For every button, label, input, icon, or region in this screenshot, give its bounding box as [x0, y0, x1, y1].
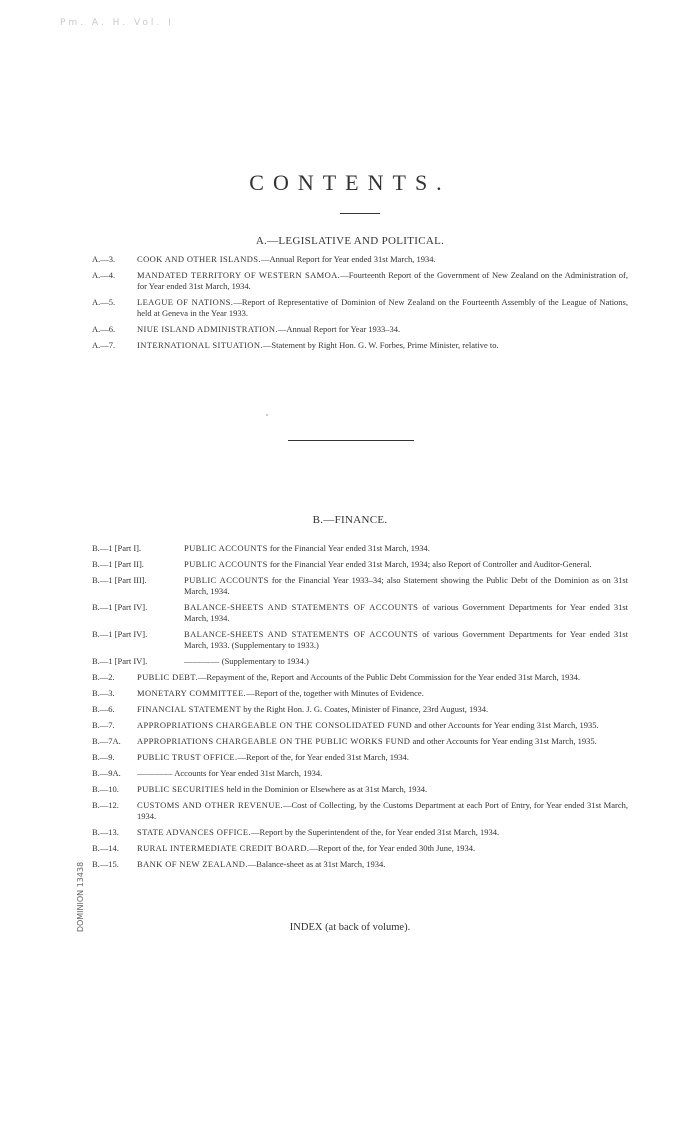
entry-code: B.—2. [92, 672, 115, 682]
list-item [0, 720, 700, 731]
list-item [0, 543, 700, 554]
entry-description: for the Financial Year ended 31st March, 1934. [267, 543, 430, 553]
entry-description: Accounts for Year ended 31st March, 1934. [172, 768, 323, 778]
entry-description: —Report of the, for Year ended 31st March, 1934. [237, 752, 409, 762]
entry-subject: STATE ADVANCES OFFICE. [137, 827, 251, 837]
entry-code: A.—6. [92, 324, 116, 334]
entry-subject: MONETARY COMMITTEE. [137, 688, 247, 698]
entry-subject: PUBLIC SECURITIES [137, 784, 225, 794]
entry-description: —Statement by Right Hon. G. W. Forbes, Prime Minister, relative to. [262, 340, 499, 350]
entry-subject: PUBLIC DEBT. [137, 672, 198, 682]
entry-code: B.—9A. [92, 768, 121, 778]
entry-code: B.—1 [Part IV]. [92, 629, 148, 639]
section-b-list [0, 543, 700, 875]
section-divider [288, 440, 414, 441]
entry-code: A.—7. [92, 340, 116, 350]
list-item [0, 559, 700, 570]
page-title: CONTENTS. [249, 170, 451, 195]
entry-code: B.—1 [Part IV]. [92, 656, 148, 666]
list-item [0, 602, 700, 624]
library-stamp: DOMINION 13438 [75, 861, 85, 933]
entry-description: for the Financial Year ended 31st March, 1934; also Report of Controller and Auditor-General. [267, 559, 592, 569]
entry-subject: APPROPRIATIONS CHARGEABLE ON THE PUBLIC WORKS FUND [137, 736, 411, 746]
entry-subject: BANK OF NEW ZEALAND. [137, 859, 248, 869]
entry-code: B.—1 [Part II]. [92, 559, 144, 569]
entry-description: —Annual Report for Year 1933–34. [277, 324, 401, 334]
entry-code: B.—1 [Part I]. [92, 543, 142, 553]
list-item [0, 827, 700, 838]
list-item [0, 324, 700, 335]
entry-subject: ———— [184, 656, 220, 666]
title-rule [340, 213, 380, 214]
pencil-annotation: Pm. A. H. Vol. I [60, 18, 174, 28]
entry-subject: ———— [137, 768, 173, 778]
entry-subject: CUSTOMS AND OTHER REVENUE. [137, 800, 283, 810]
list-item [0, 629, 700, 651]
list-item [0, 340, 700, 351]
entry-description: —Balance-sheet as at 31st March, 1934. [247, 859, 386, 869]
list-item [0, 672, 700, 683]
entry-description: —Report of Representative of Dominion of New Zealand on the Fourteenth Assembly of the League of Nations, held at Geneva in the Year 1933. [137, 297, 628, 318]
entry-code: B.—3. [92, 688, 115, 698]
entry-description: by the Right Hon. J. G. Coates, Minister of Finance, 23rd August, 1934. [241, 704, 489, 714]
entry-description: of various Government Departments for Year ended 31st March, 1933. (Supplementary to 1933.) [184, 629, 628, 650]
entry-subject: APPROPRIATIONS CHARGEABLE ON THE CONSOLIDATED FUND [137, 720, 413, 730]
list-item [0, 768, 700, 779]
entry-description: (Supplementary to 1934.) [219, 656, 309, 666]
entry-description: —Fourteenth Report of the Government of New Zealand on the Administration of, for Year ended 31st March, 1934. [137, 270, 628, 291]
list-item [0, 297, 700, 319]
list-item [0, 843, 700, 854]
section-a-heading: A.—LEGISLATIVE AND POLITICAL. [255, 235, 445, 247]
entry-code: B.—14. [92, 843, 119, 853]
list-item [0, 859, 700, 870]
list-item [0, 800, 700, 822]
entry-subject: MANDATED TERRITORY OF WESTERN SAMOA. [137, 270, 341, 280]
list-item [0, 656, 700, 667]
list-item [0, 736, 700, 747]
entry-subject: BALANCE-SHEETS AND STATEMENTS OF ACCOUNTS [184, 602, 419, 612]
index-note: INDEX (at back of volume). [289, 922, 411, 933]
entry-description: and other Accounts for Year ending 31st March, 1935. [410, 736, 597, 746]
list-item [0, 704, 700, 715]
entry-code: B.—6. [92, 704, 115, 714]
entry-description: —Report of the, together with Minutes of Evidence. [246, 688, 424, 698]
entry-code: B.—15. [92, 859, 119, 869]
entry-code: B.—10. [92, 784, 119, 794]
entry-code: B.—1 [Part III]. [92, 575, 147, 585]
section-b-heading: B.—FINANCE. [312, 514, 388, 526]
entry-description: —Cost of Collecting, by the Customs Department at each Port of Entry, for Year ended 31st March, 1934. [137, 800, 628, 821]
entry-code: A.—3. [92, 254, 116, 264]
entry-description: and other Accounts for Year ending 31st March, 1935. [412, 720, 599, 730]
entry-description: held in the Dominion or Elsewhere as at 31st March, 1934. [224, 784, 428, 794]
entry-subject: INTERNATIONAL SITUATION. [137, 340, 263, 350]
list-item [0, 752, 700, 763]
entry-subject: PUBLIC ACCOUNTS [184, 559, 268, 569]
entry-subject: PUBLIC ACCOUNTS [184, 543, 268, 553]
entry-code: B.—7A. [92, 736, 121, 746]
entry-subject: LEAGUE OF NATIONS. [137, 297, 234, 307]
entry-subject: PUBLIC TRUST OFFICE. [137, 752, 238, 762]
entry-description: —Report by the Superintendent of the, for Year ended 31st March, 1934. [251, 827, 500, 837]
entry-subject: PUBLIC ACCOUNTS [184, 575, 269, 585]
list-item [0, 784, 700, 795]
list-item [0, 254, 700, 265]
entry-code: B.—1 [Part IV]. [92, 602, 148, 612]
entry-description: —Repayment of the, Report and Accounts of the Public Debt Commission for the Year ended 31st March, 1934. [197, 672, 581, 682]
entry-description: for the Financial Year 1933–34; also Statement showing the Public Debt of the Dominion as on 31st March, 1934. [184, 575, 628, 596]
list-item [0, 575, 700, 597]
entry-description: —Report of the, for Year ended 30th June, 1934. [309, 843, 476, 853]
entry-code: B.—7. [92, 720, 115, 730]
list-item [0, 270, 700, 292]
entry-description: of various Government Departments for Year ended 31st March, 1934. [184, 602, 628, 623]
entry-description: —Annual Report for Year ended 31st March, 1934. [260, 254, 436, 264]
section-a-list [0, 254, 700, 356]
entry-code: B.—12. [92, 800, 119, 810]
entry-subject: BALANCE-SHEETS AND STATEMENTS OF ACCOUNTS [184, 629, 419, 639]
list-item [0, 688, 700, 699]
speck [266, 414, 268, 416]
entry-subject: FINANCIAL STATEMENT [137, 704, 242, 714]
entry-subject: COOK AND OTHER ISLANDS. [137, 254, 261, 264]
entry-subject: RURAL INTERMEDIATE CREDIT BOARD. [137, 843, 310, 853]
entry-code: A.—4. [92, 270, 116, 280]
entry-code: A.—5. [92, 297, 116, 307]
entry-code: B.—9. [92, 752, 115, 762]
entry-code: B.—13. [92, 827, 119, 837]
entry-subject: NIUE ISLAND ADMINISTRATION. [137, 324, 278, 334]
